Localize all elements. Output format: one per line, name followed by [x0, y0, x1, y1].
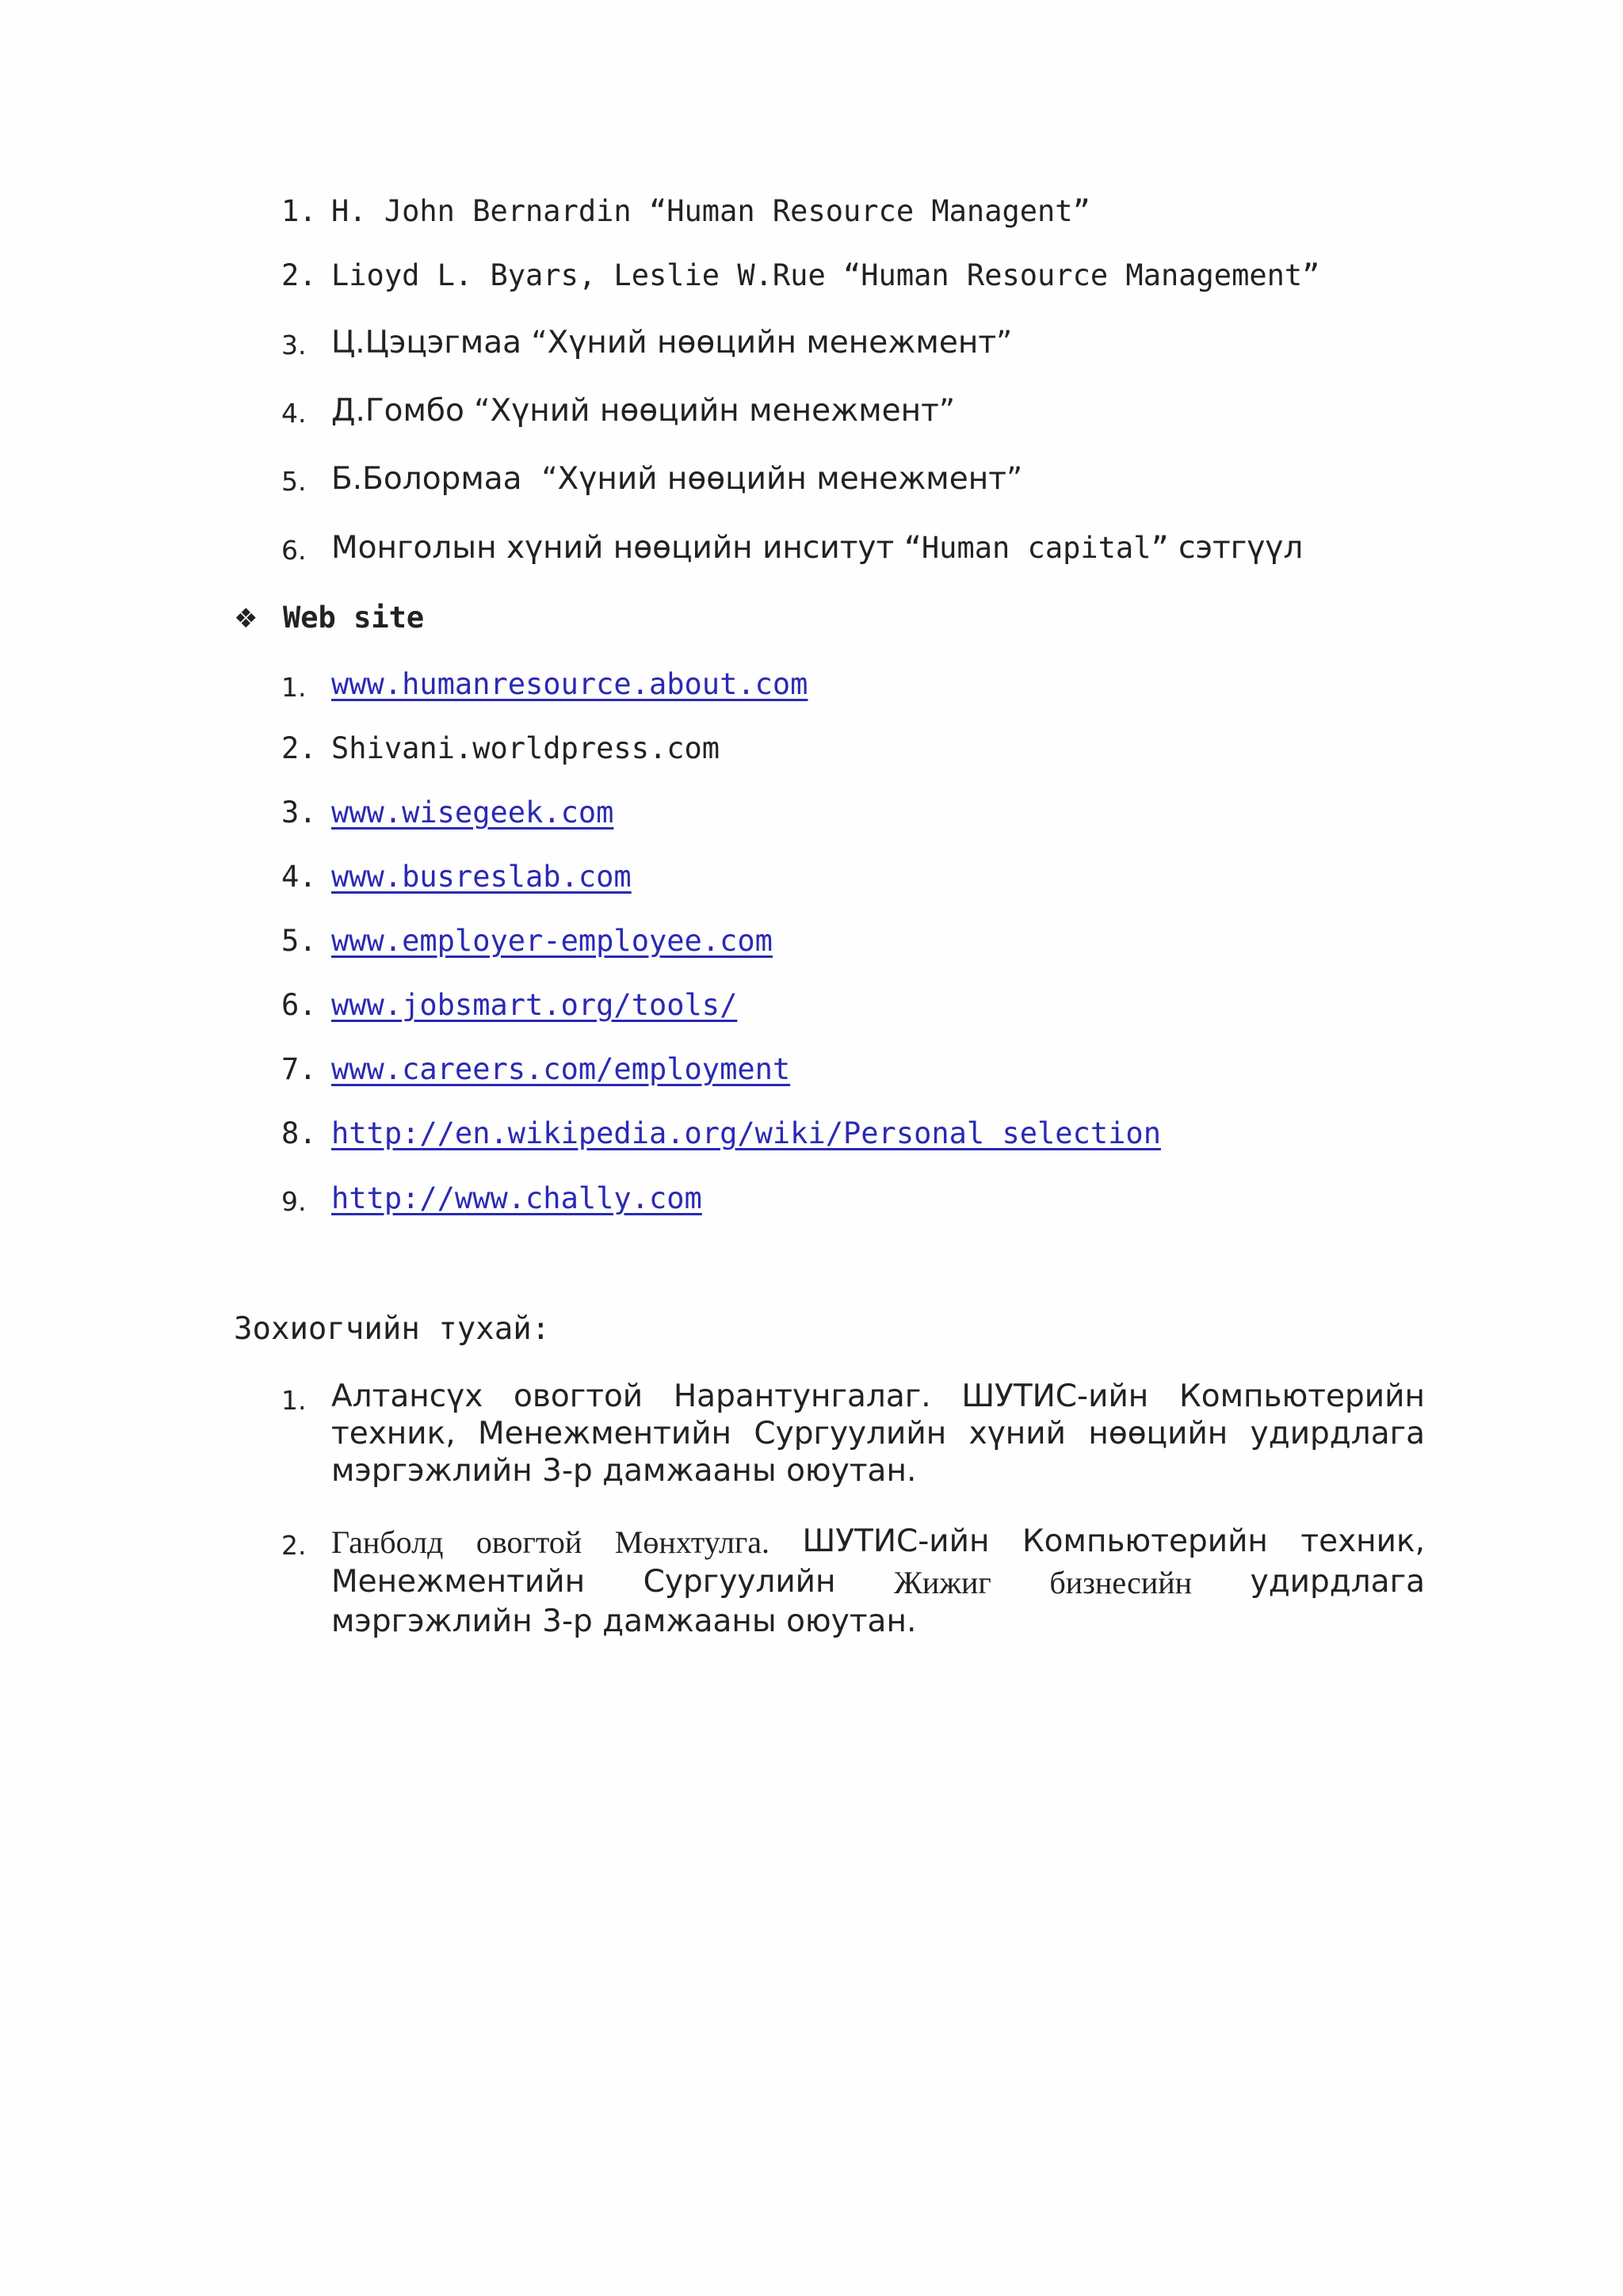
author-2 [281, 1524, 1425, 1641]
list-number: 2. [281, 258, 317, 292]
word: Менежментийн [477, 1416, 732, 1451]
list-number: 7. [281, 1052, 317, 1086]
word: нөөцийн [1088, 1416, 1228, 1451]
book-title [331, 530, 1303, 566]
web-site-heading [234, 601, 424, 635]
word: техник, [1300, 1524, 1425, 1559]
author-text-line [331, 1416, 1425, 1453]
list-number: 1. [281, 672, 307, 703]
word: мэргэжлийн 3-р дамжааны оюутан. [331, 1453, 917, 1489]
word: Алтансүх [331, 1379, 483, 1414]
book-title: Д.Гомбо “Хүний нөөцийн менежмент” [331, 393, 956, 429]
author-text-line [331, 1561, 1425, 1604]
word: овогтой [475, 1524, 582, 1560]
website-link[interactable]: www.humanresource.about.com [331, 667, 808, 701]
list-number: 4. [281, 398, 307, 429]
author-text-line [331, 1453, 1425, 1490]
word: Нарантунгалаг. [673, 1379, 931, 1414]
book-title: Б.Болормаа “Хүний нөөцийн менежмент” [331, 461, 1023, 497]
website-link[interactable]: www.busreslab.com [331, 860, 632, 894]
list-number: 2. [281, 1530, 307, 1561]
word: ШУТИС-ийн [961, 1379, 1149, 1414]
book-title: Ц.Цэцэгмаа “Хүний нөөцийн менежмент” [331, 325, 1013, 360]
list-number: 3. [281, 330, 307, 360]
list-number: 1. [281, 1385, 307, 1416]
word: техник, [331, 1416, 456, 1451]
author-1 [281, 1379, 1425, 1490]
book-title-part: сэтгүүл [1168, 530, 1304, 566]
book-title-part: “Human capital” [903, 531, 1169, 565]
author-text-line [331, 1524, 1425, 1561]
word: Мөнхтулга. [614, 1524, 770, 1560]
website-link[interactable]: http://en.wikipedia.org/wiki/Personal_selection [331, 1116, 1161, 1150]
about-authors-heading: Зохиогчийн тухай: [234, 1311, 551, 1347]
word: Жижиг [894, 1565, 991, 1600]
word: мэргэжлийн 3-р дамжааны оюутан. [331, 1604, 917, 1639]
list-number: 8. [281, 1116, 317, 1150]
website-link[interactable]: www.wisegeek.com [331, 795, 614, 830]
website-link[interactable]: www.employer-employee.com [331, 924, 773, 958]
diamond-bullet-icon: ❖ [234, 603, 258, 635]
word: удирдлага [1250, 1416, 1425, 1451]
list-number: 2. [281, 731, 317, 765]
word: Ганболд [331, 1524, 444, 1560]
author-text-line [331, 1379, 1425, 1416]
word: Сургуулийн [643, 1564, 836, 1600]
list-number: 9. [281, 1186, 307, 1217]
word: Компьютерийн [1022, 1524, 1268, 1559]
book-title: H. John Bernardin “Human Resource Managent” [331, 194, 1090, 228]
list-number: 5. [281, 466, 307, 497]
list-number: 1. [281, 194, 317, 228]
website-text: Shivani.worldpress.com [331, 731, 720, 765]
list-number: 5. [281, 924, 317, 958]
website-link[interactable]: http://www.chally.com [331, 1181, 702, 1215]
book-title-part: Монголын хүний нөөцийн инситут [331, 530, 904, 566]
website-link[interactable]: www.careers.com/employment [331, 1052, 791, 1086]
website-link[interactable]: www.jobsmart.org/tools/ [331, 988, 738, 1022]
book-title: Lioyd L. Byars, Leslie W.Rue “Human Resource Management” [331, 258, 1320, 292]
word: хүний [968, 1416, 1066, 1451]
word: Сургуулийн [754, 1416, 947, 1451]
author-text-line [331, 1604, 1425, 1641]
word: Компьютерийн [1179, 1379, 1425, 1414]
list-number: 6. [281, 988, 317, 1022]
list-number: 6. [281, 535, 307, 566]
list-number: 4. [281, 860, 317, 894]
word: овогтой [514, 1379, 643, 1414]
word: Менежментийн [331, 1564, 586, 1600]
list-number: 3. [281, 795, 317, 830]
heading-text: Web site [283, 601, 425, 635]
word: бизнесийн [1049, 1565, 1193, 1600]
word: удирдлага [1250, 1564, 1425, 1600]
word: ШУТИС-ийн [802, 1524, 990, 1559]
